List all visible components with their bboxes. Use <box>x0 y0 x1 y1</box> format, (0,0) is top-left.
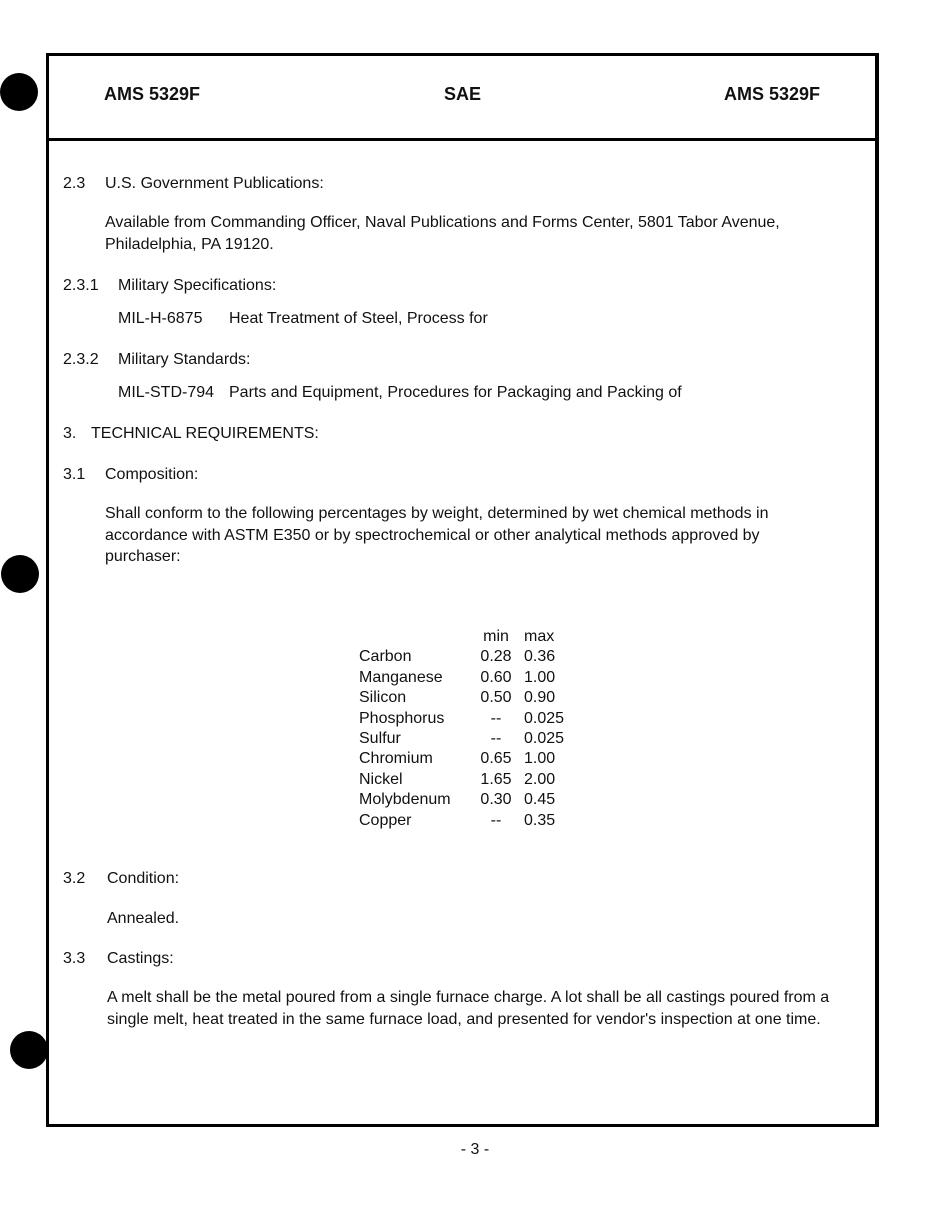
element-min: 0.30 <box>480 791 512 809</box>
element-max: 1.00 <box>524 668 556 686</box>
composition-header-row <box>359 627 584 647</box>
page-header <box>49 56 875 141</box>
element-name: Manganese <box>359 668 443 686</box>
element-max: 0.025 <box>524 730 565 748</box>
section-number-2-3: 2.3 <box>63 175 86 192</box>
element-max: 0.45 <box>524 791 556 809</box>
element-max: 0.35 <box>524 811 556 829</box>
element-max: 0.90 <box>524 689 556 707</box>
element-name: Molybdenum <box>359 791 451 809</box>
composition-row <box>359 729 584 749</box>
composition-row <box>359 709 584 729</box>
section-number-2-3-1: 2.3.1 <box>63 277 99 294</box>
section-title-3: TECHNICAL REQUIREMENTS: <box>91 425 319 442</box>
composition-row <box>359 688 584 708</box>
element-min: -- <box>490 730 502 748</box>
section-title-3-1: Composition: <box>105 466 199 483</box>
section-title-3-2: Condition: <box>107 870 180 887</box>
section-number-2-3-2: 2.3.2 <box>63 351 99 368</box>
composition-row <box>359 811 584 831</box>
section-body-3-3: A melt shall be the metal poured from a single furnace charge. A lot shall be all castings poured from a single melt, heat treated in the same furnace load, and presented for vendor's inspection at one time. <box>107 989 830 1028</box>
element-max: 2.00 <box>524 770 556 788</box>
element-min: 0.60 <box>480 668 512 686</box>
section-title-2-3-1: Military Specifications: <box>118 277 277 294</box>
element-max: 0.025 <box>524 709 565 727</box>
element-name: Silicon <box>359 689 407 707</box>
element-max: 0.36 <box>524 648 556 666</box>
punch-hole-middle <box>1 555 39 593</box>
composition-row <box>359 749 584 769</box>
element-min: 0.50 <box>480 689 512 707</box>
header-publisher: SAE <box>444 84 482 104</box>
element-name: Sulfur <box>359 730 401 748</box>
element-min: -- <box>490 709 502 727</box>
composition-header-max: max <box>524 628 555 645</box>
header-doc-number-right: AMS 5329F <box>724 84 821 104</box>
section-body-3-2: Annealed. <box>107 910 180 927</box>
page-frame <box>46 53 879 1127</box>
punch-hole-top <box>0 73 38 111</box>
element-min: -- <box>490 811 502 829</box>
section-number-3-3: 3.3 <box>63 950 86 967</box>
element-max: 1.00 <box>524 750 556 768</box>
section-body-3-1: Shall conform to the following percentages by weight, determined by wet chemical methods in accordance with ASTM E350 or by spectrochemical or other analytical methods approved by purchaser: <box>105 505 769 565</box>
section-title-2-3-2: Military Standards: <box>118 351 251 368</box>
element-name: Copper <box>359 811 412 829</box>
element-name: Phosphorus <box>359 709 445 727</box>
section-number-3-1: 3.1 <box>63 466 86 483</box>
element-name: Chromium <box>359 750 433 768</box>
element-min: 0.28 <box>480 648 512 666</box>
standard-id-mil-std-794: MIL-STD-794 <box>118 384 215 401</box>
composition-row <box>359 790 584 810</box>
element-min: 1.65 <box>480 770 512 788</box>
composition-header-min: min <box>483 628 509 645</box>
section-number-3: 3. <box>63 425 77 442</box>
element-min: 0.65 <box>480 750 512 768</box>
composition-row <box>359 770 584 790</box>
composition-header-element <box>359 627 472 647</box>
spec-id-mil-h-6875: MIL-H-6875 <box>118 310 203 327</box>
punch-hole-bottom <box>10 1031 48 1069</box>
section-title-3-3: Castings: <box>107 950 174 967</box>
element-name: Nickel <box>359 770 403 788</box>
spec-title-mil-h-6875: Heat Treatment of Steel, Process for <box>229 310 488 327</box>
page-number: - 3 - <box>460 1141 490 1158</box>
section-title-2-3: U.S. Government Publications: <box>105 175 324 192</box>
standard-title-mil-std-794: Parts and Equipment, Procedures for Packaging and Packing of <box>229 384 682 401</box>
composition-table <box>359 627 584 831</box>
header-doc-number-left: AMS 5329F <box>104 84 201 104</box>
section-number-3-2: 3.2 <box>63 870 86 887</box>
section-body-2-3: Available from Commanding Officer, Naval Publications and Forms Center, 5801 Tabor Avenue, Philadelphia, PA 19120. <box>105 214 780 253</box>
composition-row <box>359 647 584 667</box>
composition-row <box>359 668 584 688</box>
element-name: Carbon <box>359 648 412 666</box>
